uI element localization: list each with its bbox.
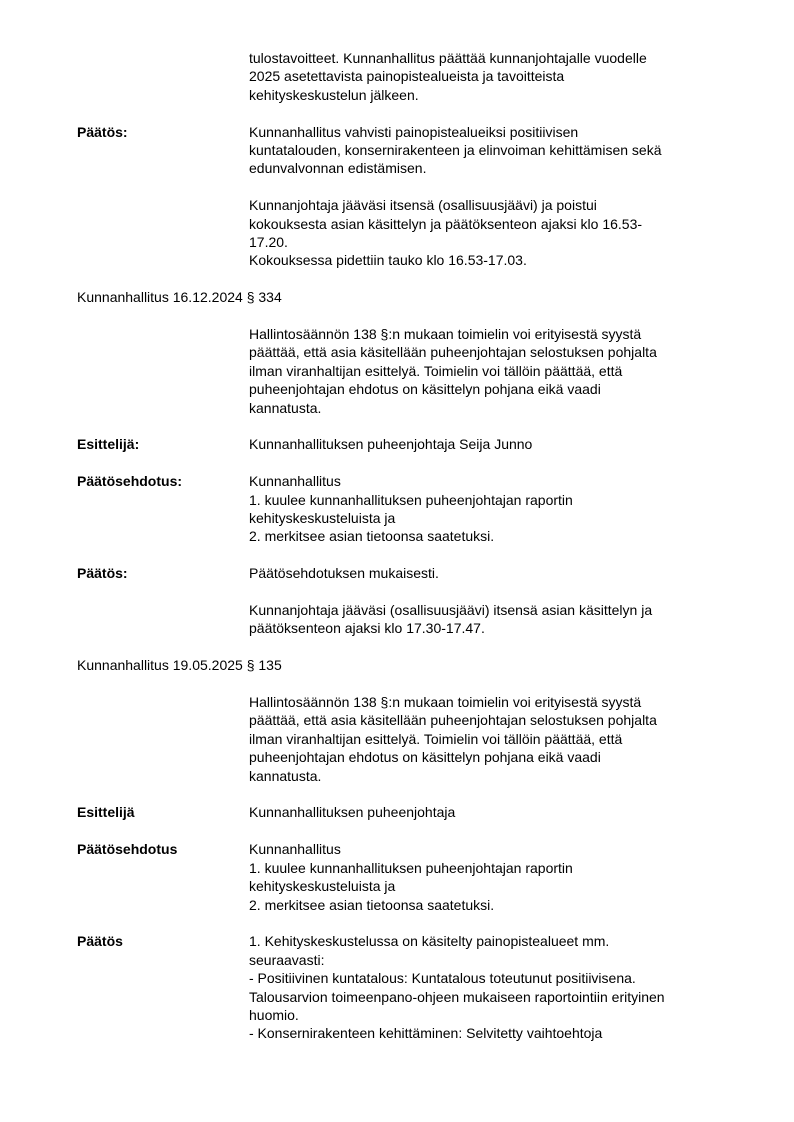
text-line: 1. kuulee kunnanhallituksen puheenjohtajan raportin (249, 491, 573, 508)
decision-section (0, 932, 794, 1042)
proposal-text (249, 472, 729, 546)
text-line: 1. Kehityskeskustelussa on käsitelty painopistealueet mm. (249, 933, 610, 950)
text-line: kannatusta. (249, 767, 322, 784)
text-line: edunvalvonnan edistämisen. (249, 160, 427, 177)
intro-text (249, 325, 729, 417)
text-line: kehityskeskusteluista ja (249, 510, 396, 527)
text-line: puheenjohtajan ehdotus on käsittelyn pohjana eikä vaadi (249, 749, 601, 766)
text-line: kannatusta. (249, 399, 322, 416)
meeting-heading: Kunnanhallitus 16.12.2024 § 334 (77, 289, 282, 306)
text-line: päättää, että asia käsitellään puheenjohtajan selostuksen pohjalta (249, 344, 657, 361)
text-line: Hallintosäännön 138 §:n mukaan toimielin voi erityisestä syystä (249, 326, 642, 343)
text-line: Kunnanhallituksen puheenjohtaja (249, 804, 456, 821)
decision-text (249, 932, 729, 1042)
proposal-section (0, 840, 794, 914)
text-line: Hallintosäännön 138 §:n mukaan toimielin voi erityisestä syystä (249, 694, 642, 711)
document-page (0, 49, 794, 1043)
decision-section (0, 564, 794, 638)
text-line: Kokouksessa pidettiin tauko klo 16.53-17.03. (249, 252, 527, 269)
continuation-section (0, 49, 794, 104)
text-line: ilman viranhaltijan esittelyä. Toimielin voi tällöin päättää, että (249, 362, 623, 379)
decision-section (0, 123, 794, 270)
presenter-section (0, 803, 794, 821)
presenter-label: Esittelijä: (77, 436, 140, 453)
intro-text (249, 693, 729, 785)
text-line: - Positiivinen kuntatalous: Kuntatalous toteutunut positiivisena. (249, 970, 636, 987)
decision-label: Päätös: (77, 123, 128, 140)
proposal-label: Päätösehdotus: (77, 473, 183, 490)
meeting-intro (0, 325, 794, 417)
decision-text (249, 123, 729, 270)
text-line: Kunnanjohtaja jääväsi (osallisuusjäävi) itsensä asian käsittelyn ja (249, 602, 653, 619)
text-line: seuraavasti: (249, 951, 325, 968)
text-line: kehityskeskusteluista ja (249, 878, 396, 895)
text-line: kehityskeskustelun jälkeen. (249, 86, 419, 103)
text-line: Talousarvion toimeenpano-ohjeen mukaiseen raportointiin erityinen (249, 988, 665, 1005)
text-line: - Konsernirakenteen kehittäminen: Selvitetty vaihtoehtoja (249, 1025, 603, 1042)
empty-label (0, 693, 249, 785)
meeting-heading: Kunnanhallitus 19.05.2025 § 135 (77, 657, 282, 674)
text-line: Kunnanhallitus (249, 473, 341, 490)
text-line: Päätösehdotuksen mukaisesti. (249, 565, 439, 582)
text-line: päättää, että asia käsitellään puheenjohtajan selostuksen pohjalta (249, 712, 657, 729)
text-line: puheenjohtajan ehdotus on käsittelyn pohjana eikä vaadi (249, 381, 601, 398)
text-line: kokouksesta asian käsittelyn ja päätöksenteon ajaksi klo 16.53- (249, 215, 643, 232)
text-line: 2. merkitsee asian tietoonsa saatetuksi. (249, 528, 495, 545)
text-line: Kunnanhallitus vahvisti painopistealueiksi positiivisen (249, 123, 579, 140)
text-line: 2. merkitsee asian tietoonsa saatetuksi. (249, 896, 495, 913)
continuation-text (249, 49, 729, 104)
proposal-section (0, 472, 794, 546)
text-line: 2025 asetettavista painopistealueista ja tavoitteista (249, 68, 565, 85)
text-line: 1. kuulee kunnanhallituksen puheenjohtajan raportin (249, 859, 573, 876)
decision-label: Päätös (77, 933, 123, 950)
text-line: huomio. (249, 1006, 299, 1023)
presenter-section (0, 435, 794, 453)
proposal-label: Päätösehdotus (77, 841, 178, 858)
text-line: päätöksenteon ajaksi klo 17.30-17.47. (249, 620, 485, 637)
empty-label (0, 325, 249, 417)
decision-text (249, 564, 729, 638)
text-line: Kunnanjohtaja jääväsi itsensä (osallisuusjäävi) ja poistui (249, 197, 597, 214)
decision-label: Päätös: (77, 565, 128, 582)
presenter-text (249, 435, 729, 453)
text-line: 17.20. (249, 234, 288, 251)
text-line: kuntatalouden, konsernirakenteen ja elinvoiman kehittämisen sekä (249, 142, 662, 159)
presenter-label: Esittelijä (77, 804, 135, 821)
text-line: tulostavoitteet. Kunnanhallitus päättää kunnanjohtajalle vuodelle (249, 50, 647, 66)
text-line: Kunnanhallitus (249, 841, 341, 858)
meeting-intro (0, 693, 794, 785)
presenter-text (249, 803, 729, 821)
proposal-text (249, 840, 729, 914)
empty-label (0, 49, 249, 104)
text-line: Kunnanhallituksen puheenjohtaja Seija Junno (249, 436, 533, 453)
text-line: ilman viranhaltijan esittelyä. Toimielin voi tällöin päättää, että (249, 730, 623, 747)
